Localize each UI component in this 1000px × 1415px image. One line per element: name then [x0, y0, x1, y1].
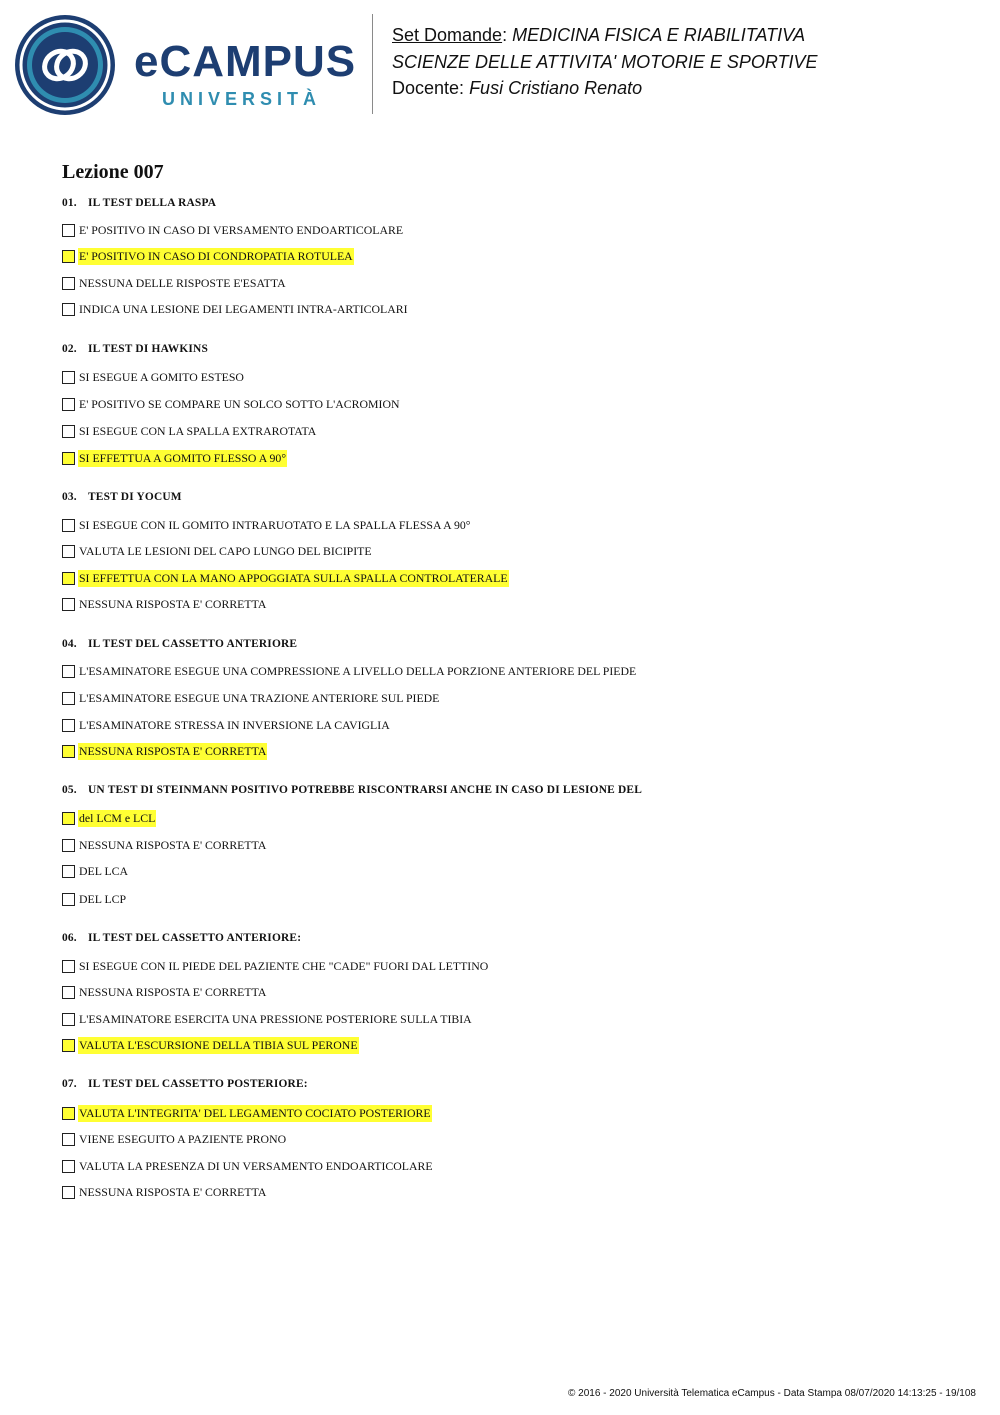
answer-option-correct[interactable]	[62, 1037, 359, 1054]
answer-checkbox[interactable]	[62, 598, 75, 611]
answer-text: SI ESEGUE A GOMITO ESTESO	[79, 370, 244, 384]
answer-checkbox[interactable]	[62, 960, 75, 973]
set-label: Set Domande	[392, 25, 503, 45]
answer-checkbox[interactable]	[62, 1107, 75, 1120]
answer-text: INDICA UNA LESIONE DEI LEGAMENTI INTRA-ARTICOLARI	[79, 302, 408, 316]
ecampus-emblem-icon	[14, 14, 116, 116]
header-divider	[372, 14, 373, 114]
answer-text: E' POSITIVO IN CASO DI CONDROPATIA ROTULEA	[79, 249, 353, 263]
answer-option[interactable]	[62, 222, 404, 239]
answer-option[interactable]	[62, 1184, 267, 1201]
answer-option[interactable]	[62, 891, 127, 908]
answer-option[interactable]	[62, 543, 373, 560]
answer-option[interactable]	[62, 275, 287, 292]
lesson-title: Lezione 007	[62, 161, 164, 183]
answer-text: NESSUNA RISPOSTA E' CORRETTA	[79, 838, 267, 852]
answer-text: VALUTA LA PRESENZA DI UN VERSAMENTO ENDOARTICOLARE	[79, 1159, 433, 1173]
answer-option-correct[interactable]	[62, 1105, 432, 1122]
answer-option[interactable]	[62, 423, 317, 440]
answer-checkbox[interactable]	[62, 812, 75, 825]
answer-text: SI ESEGUE CON IL PIEDE DEL PAZIENTE CHE "CADE" FUORI DAL LETTINO	[79, 959, 489, 973]
question-heading	[62, 197, 216, 209]
answer-checkbox[interactable]	[62, 719, 75, 732]
answer-text: VALUTA LE LESIONI DEL CAPO LUNGO DEL BICIPITE	[79, 544, 372, 558]
answer-text: NESSUNA DELLE RISPOSTE E'ESATTA	[79, 276, 286, 290]
teacher-name: Fusi Cristiano Renato	[469, 78, 643, 98]
question-number: 02.	[62, 343, 77, 355]
question-text: IL TEST DI HAWKINS	[88, 343, 208, 355]
answer-text: NESSUNA RISPOSTA E' CORRETTA	[79, 985, 267, 999]
universita-wordmark: UNIVERSITÀ	[162, 89, 322, 109]
answer-checkbox[interactable]	[62, 1186, 75, 1199]
page-footer: © 2016 - 2020 Università Telematica eCampus - Data Stampa 08/07/2020 14:13:25 - 19/108	[568, 1388, 976, 1399]
answer-option[interactable]	[62, 1131, 287, 1148]
answer-option-correct[interactable]	[62, 743, 267, 760]
answer-checkbox[interactable]	[62, 839, 75, 852]
answer-option[interactable]	[62, 1011, 473, 1028]
answer-option-correct[interactable]	[62, 570, 509, 587]
answer-option[interactable]	[62, 1158, 434, 1175]
course-info	[392, 22, 818, 102]
answer-checkbox[interactable]	[62, 893, 75, 906]
answer-option-correct[interactable]	[62, 450, 287, 467]
answer-option[interactable]	[62, 984, 267, 1001]
answer-text: L'ESAMINATORE ESEGUE UNA TRAZIONE ANTERIORE SUL PIEDE	[79, 691, 440, 705]
question-heading	[62, 491, 182, 503]
answer-text: L'ESAMINATORE ESERCITA UNA PRESSIONE POSTERIORE SULLA TIBIA	[79, 1012, 472, 1026]
answer-checkbox[interactable]	[62, 1013, 75, 1026]
question-number: 01.	[62, 197, 77, 209]
answer-checkbox[interactable]	[62, 224, 75, 237]
question-text: IL TEST DEL CASSETTO POSTERIORE:	[88, 1078, 308, 1090]
teacher-line: Docente: Fusi Cristiano Renato	[392, 78, 643, 98]
answer-option[interactable]	[62, 717, 391, 734]
answer-checkbox[interactable]	[62, 452, 75, 465]
question-text: IL TEST DEL CASSETTO ANTERIORE	[88, 638, 298, 650]
course-title-2: SCIENZE DELLE ATTIVITA' MOTORIE E SPORTIVE	[392, 51, 818, 72]
question-text: TEST DI YOCUM	[88, 491, 182, 503]
teacher-label: Docente	[392, 78, 460, 98]
answer-checkbox[interactable]	[62, 545, 75, 558]
answer-text: SI ESEGUE CON IL GOMITO INTRARUOTATO E LA SPALLA FLESSA A 90°	[79, 518, 471, 532]
answer-text: DEL LCA	[79, 864, 129, 878]
answer-text: VALUTA L'ESCURSIONE DELLA TIBIA SUL PERONE	[79, 1038, 358, 1052]
page-header	[0, 0, 1000, 130]
answer-text: SI ESEGUE CON LA SPALLA EXTRAROTATA	[79, 424, 317, 438]
question-heading	[62, 932, 301, 944]
question-text: IL TEST DEL CASSETTO ANTERIORE:	[88, 932, 302, 944]
answer-option-correct[interactable]	[62, 810, 156, 827]
answer-option[interactable]	[62, 663, 637, 680]
ecampus-wordmark: eCAMPUS	[134, 37, 357, 86]
answer-checkbox[interactable]	[62, 371, 75, 384]
answer-option-correct[interactable]	[62, 248, 354, 265]
answer-checkbox[interactable]	[62, 745, 75, 758]
answer-option[interactable]	[62, 837, 267, 854]
answer-text: NESSUNA RISPOSTA E' CORRETTA	[79, 744, 267, 758]
answer-text: E' POSITIVO IN CASO DI VERSAMENTO ENDOARTICOLARE	[79, 223, 404, 237]
question-text: IL TEST DELLA RASPA	[88, 197, 217, 209]
answer-checkbox[interactable]	[62, 425, 75, 438]
answer-checkbox[interactable]	[62, 1160, 75, 1173]
answer-text: NESSUNA RISPOSTA E' CORRETTA	[79, 1185, 267, 1199]
answer-option[interactable]	[62, 301, 409, 318]
answer-checkbox[interactable]	[62, 692, 75, 705]
answer-checkbox[interactable]	[62, 398, 75, 411]
answer-text: NESSUNA RISPOSTA E' CORRETTA	[79, 597, 267, 611]
answer-text: VALUTA L'INTEGRITA' DEL LEGAMENTO COCIATO POSTERIORE	[79, 1106, 431, 1120]
answer-checkbox[interactable]	[62, 665, 75, 678]
question-number: 03.	[62, 491, 77, 503]
answer-text: L'ESAMINATORE STRESSA IN INVERSIONE LA CAVIGLIA	[79, 718, 390, 732]
answer-checkbox[interactable]	[62, 865, 75, 878]
answer-text: E' POSITIVO SE COMPARE UN SOLCO SOTTO L'ACROMION	[79, 397, 400, 411]
question-number: 05.	[62, 784, 77, 796]
question-heading	[62, 784, 642, 796]
answer-option[interactable]	[62, 369, 245, 386]
course-title-1: MEDICINA FISICA E RIABILITATIVA	[512, 25, 806, 45]
question-heading	[62, 1078, 308, 1090]
answer-option[interactable]	[62, 863, 129, 880]
answer-checkbox[interactable]	[62, 572, 75, 585]
question-number: 07.	[62, 1078, 77, 1090]
answer-text: SI EFFETTUA CON LA MANO APPOGGIATA SULLA SPALLA CONTROLATERALE	[79, 571, 508, 585]
question-number: 04.	[62, 638, 77, 650]
answer-text: del LCM e LCL	[79, 811, 156, 825]
question-text: UN TEST DI STEINMANN POSITIVO POTREBBE RISCONTRARSI ANCHE IN CASO DI LESIONE DEL	[88, 784, 643, 796]
answer-option[interactable]	[62, 958, 489, 975]
answer-text: SI EFFETTUA A GOMITO FLESSO A 90°	[79, 451, 287, 465]
answer-checkbox[interactable]	[62, 986, 75, 999]
answer-option[interactable]	[62, 596, 267, 613]
answer-text: VIENE ESEGUITO A PAZIENTE PRONO	[79, 1132, 287, 1146]
answer-checkbox[interactable]	[62, 303, 75, 316]
answer-checkbox[interactable]	[62, 1039, 75, 1052]
answer-checkbox[interactable]	[62, 1133, 75, 1146]
answer-text: L'ESAMINATORE ESEGUE UNA COMPRESSIONE A LIVELLO DELLA PORZIONE ANTERIORE DEL PIEDE	[79, 664, 637, 678]
answer-checkbox[interactable]	[62, 277, 75, 290]
question-number: 06.	[62, 932, 77, 944]
course-line-2	[392, 49, 818, 76]
answer-text: DEL LCP	[79, 892, 127, 906]
answer-checkbox[interactable]	[62, 250, 75, 263]
answer-option[interactable]	[62, 396, 401, 413]
answer-checkbox[interactable]	[62, 519, 75, 532]
course-line-1: Set Domande: MEDICINA FISICA E RIABILITATIVA	[392, 25, 806, 45]
answer-option[interactable]	[62, 517, 471, 534]
answer-option[interactable]	[62, 690, 440, 707]
question-heading	[62, 343, 208, 355]
question-heading	[62, 638, 297, 650]
